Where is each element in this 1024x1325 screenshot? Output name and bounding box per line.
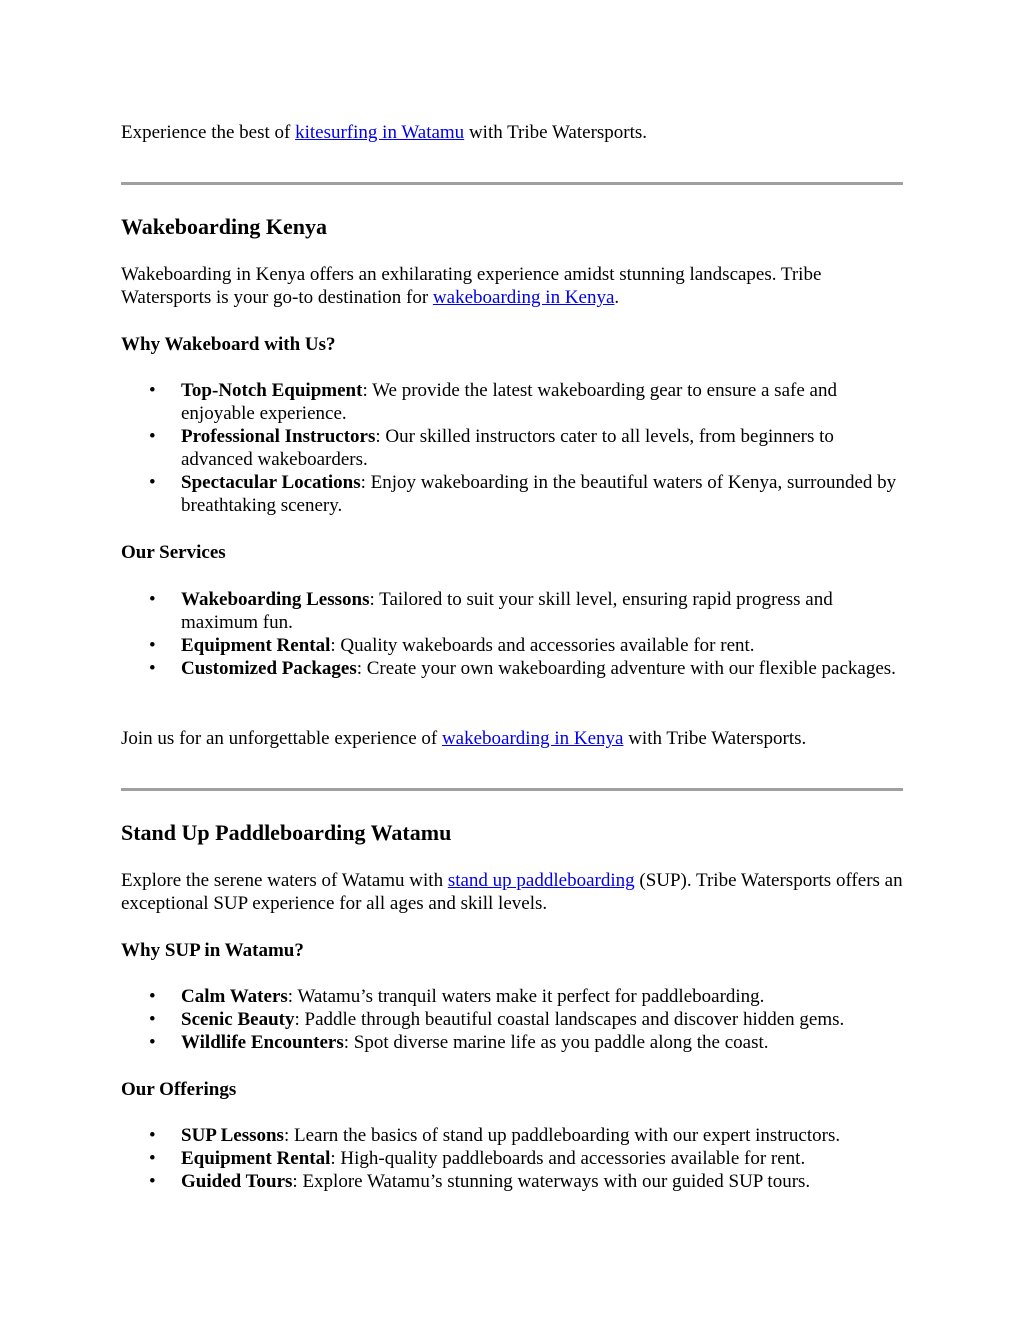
item-desc: : Tailored to suit your skill level, ensuring rapid progress and maximum fun. xyxy=(181,589,833,633)
why-sup-heading: Why SUP in Watamu? xyxy=(121,940,304,961)
item-term: SUP Lessons xyxy=(181,1125,284,1146)
item-desc: : We provide the latest wakeboarding gear to ensure a safe and enjoyable experience. xyxy=(181,380,837,424)
item-term: Customized Packages xyxy=(181,658,357,679)
list-item xyxy=(121,1124,903,1147)
stand-up-paddleboarding-link[interactable]: stand up paddleboarding xyxy=(447,870,635,891)
why-wakeboard-list xyxy=(121,379,903,517)
join-text-end: with Tribe Watersports. xyxy=(623,728,807,749)
item-term: Top-Notch Equipment xyxy=(181,380,363,401)
list-item xyxy=(121,1170,903,1193)
wakeboarding-kenya-link-2[interactable]: wakeboarding in Kenya xyxy=(441,728,624,749)
item-term: Guided Tours xyxy=(181,1171,293,1192)
sup-intro-text-end: (SUP). Tribe Watersports offers an exceptional SUP experience for all ages and skill levels. xyxy=(121,870,903,914)
why-sup-list xyxy=(121,985,903,1054)
item-term: Equipment Rental xyxy=(181,635,331,656)
list-item xyxy=(121,588,903,634)
bullet-icon: • xyxy=(149,472,156,493)
item-desc: : Learn the basics of stand up paddleboarding with our expert instructors. xyxy=(283,1125,841,1146)
bullet-icon: • xyxy=(149,426,156,447)
bullet-icon: • xyxy=(149,1032,156,1053)
our-offerings-list xyxy=(121,1124,903,1193)
list-item xyxy=(121,379,903,425)
item-term: Equipment Rental xyxy=(181,1148,331,1169)
divider-1 xyxy=(121,182,903,185)
wakeboarding-intro-text: Wakeboarding in Kenya offers an exhilarating experience amidst stunning landscapes. Tribe Watersports is your go-to destination for xyxy=(121,264,822,308)
item-desc: : Our skilled instructors cater to all levels, from beginners to advanced wakeboarders. xyxy=(181,426,834,470)
bullet-icon: • xyxy=(149,635,156,656)
our-services-heading: Our Services xyxy=(121,542,226,563)
list-item xyxy=(121,425,903,471)
sup-intro-text: Explore the serene waters of Watamu with xyxy=(121,870,448,891)
item-desc: : Paddle through beautiful coastal landscapes and discover hidden gems. xyxy=(294,1009,845,1030)
bullet-icon: • xyxy=(149,1171,156,1192)
list-item xyxy=(121,471,903,517)
join-text: Join us for an unforgettable experience of xyxy=(121,728,442,749)
item-term: Calm Waters xyxy=(181,986,288,1007)
wakeboarding-intro-paragraph xyxy=(121,263,903,309)
wakeboarding-heading: Wakeboarding Kenya xyxy=(121,214,327,239)
bullet-icon: • xyxy=(149,589,156,610)
bullet-icon: • xyxy=(149,1148,156,1169)
bullet-icon: • xyxy=(149,380,156,401)
list-item xyxy=(121,1008,903,1031)
item-term: Wildlife Encounters xyxy=(181,1032,344,1053)
bullet-icon: • xyxy=(149,658,156,679)
bullet-icon: • xyxy=(149,1009,156,1030)
intro-text: Experience the best of xyxy=(121,122,296,143)
item-desc: : Watamu’s tranquil waters make it perfect for paddleboarding. xyxy=(287,986,765,1007)
list-item xyxy=(121,634,903,657)
item-desc: : High-quality paddleboards and accessories available for rent. xyxy=(330,1148,806,1169)
list-item xyxy=(121,985,903,1008)
divider-2 xyxy=(121,788,903,791)
item-desc: : Create your own wakeboarding adventure with our flexible packages. xyxy=(356,658,896,679)
bullet-icon: • xyxy=(149,986,156,1007)
intro-paragraph xyxy=(121,121,903,144)
item-desc: : Quality wakeboards and accessories available for rent. xyxy=(330,635,755,656)
list-item xyxy=(121,1147,903,1170)
wakeboarding-intro-end: . xyxy=(614,287,620,308)
join-paragraph xyxy=(121,727,903,750)
our-offerings-heading: Our Offerings xyxy=(121,1079,237,1100)
intro-text-end: with Tribe Watersports. xyxy=(464,122,648,143)
item-term: Spectacular Locations xyxy=(181,472,361,493)
item-term: Professional Instructors xyxy=(181,426,376,447)
item-term: Scenic Beauty xyxy=(181,1009,295,1030)
sup-intro-paragraph xyxy=(121,869,903,915)
item-desc: : Enjoy wakeboarding in the beautiful waters of Kenya, surrounded by breathtaking scenery. xyxy=(181,472,897,516)
kitesurfing-link[interactable]: kitesurfing in Watamu xyxy=(295,122,465,143)
why-wakeboard-heading: Why Wakeboard with Us? xyxy=(121,334,336,355)
sup-heading: Stand Up Paddleboarding Watamu xyxy=(121,820,452,845)
bullet-icon: • xyxy=(149,1125,156,1146)
wakeboarding-kenya-link[interactable]: wakeboarding in Kenya xyxy=(432,287,615,308)
our-services-list xyxy=(121,588,903,680)
item-desc: : Explore Watamu’s stunning waterways with our guided SUP tours. xyxy=(292,1171,811,1192)
list-item xyxy=(121,657,903,680)
item-term: Wakeboarding Lessons xyxy=(181,589,370,610)
list-item xyxy=(121,1031,903,1054)
item-desc: : Spot diverse marine life as you paddle along the coast. xyxy=(343,1032,769,1053)
